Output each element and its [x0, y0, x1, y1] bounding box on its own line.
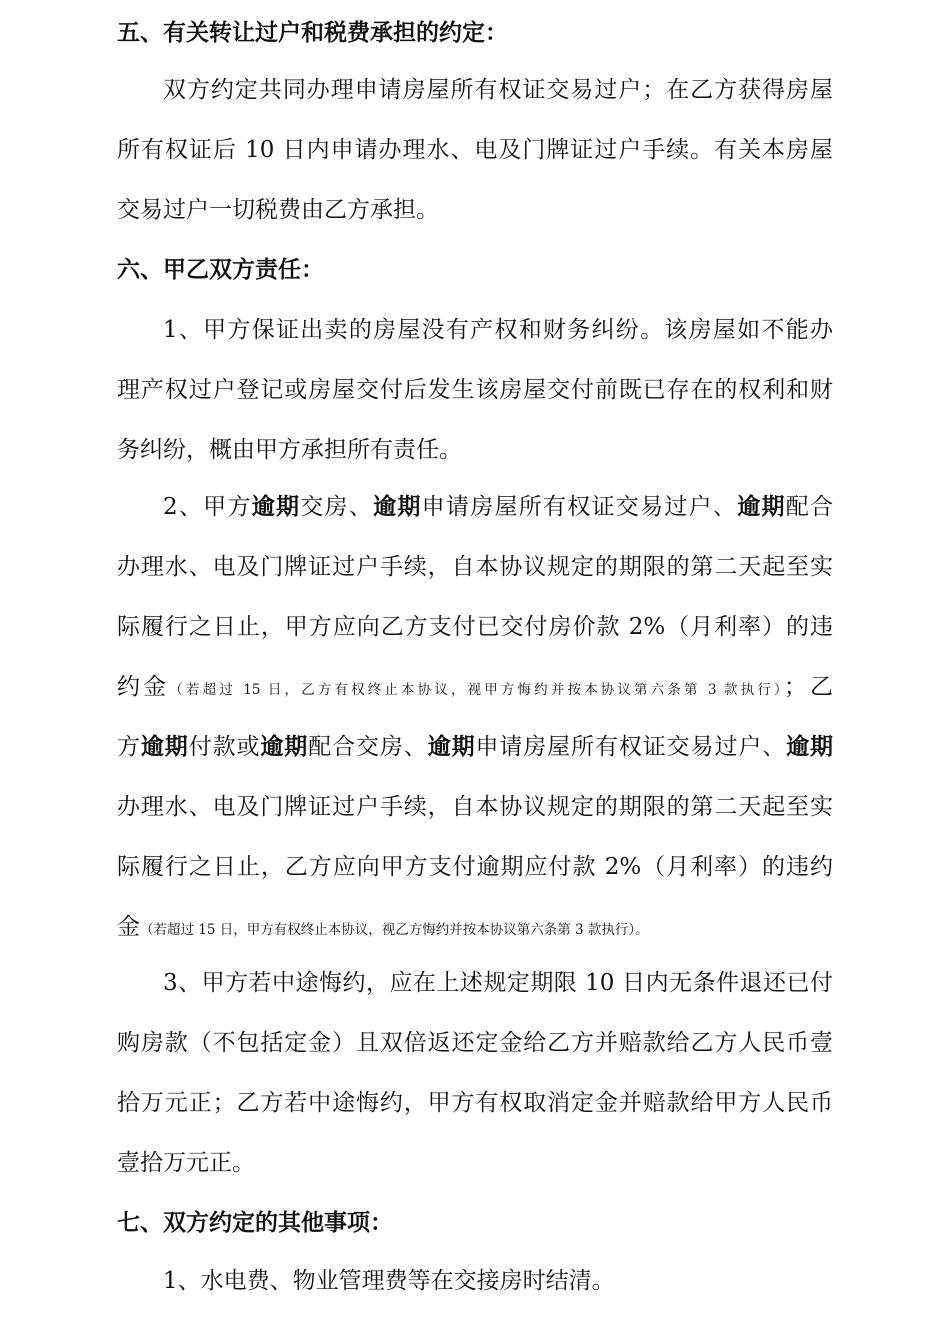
section-5-line-2: 所有权证后 10 日内申请办理水、电及门牌证过户手续。有关本房屋: [117, 137, 833, 163]
section-6-item-1-line-3: 务纠纷，概由甲方承担所有责任。: [117, 437, 462, 463]
emphasis-overdue: 逾期: [737, 494, 786, 520]
text-run: 金: [117, 914, 140, 940]
section-6-item-2-line-2: 办理水、电及门牌证过户手续，自本协议规定的期限的第二天起至实: [117, 554, 833, 580]
section-6-item-3-line-3: 拾万元正；乙方若中途悔约，甲方有权取消定金并赔款给甲方人民币: [117, 1090, 833, 1116]
section-6-heading: 六、甲乙双方责任：: [117, 257, 324, 283]
text-run: 配合交房、: [308, 734, 428, 760]
text-run: ；乙: [783, 674, 833, 700]
text-run: 配合: [785, 494, 833, 520]
text-run: 申请房屋所有权证交易过户、: [421, 494, 738, 520]
section-6-item-3-line-1: 3、甲方若中途悔约，应在上述规定期限 10 日内无条件退还已付: [163, 970, 833, 996]
section-5-line-1: 双方约定共同办理申请房屋所有权证交易过户；在乙方获得房屋: [163, 77, 833, 103]
section-7-heading: 七、双方约定的其他事项：: [117, 1210, 393, 1236]
section-6-item-2-line-6: 办理水、电及门牌证过户手续，自本协议规定的期限的第二天起至实: [117, 794, 833, 820]
emphasis-overdue: 逾期: [786, 734, 833, 760]
text-run: 约金: [117, 674, 170, 700]
text-run: 方: [117, 734, 141, 760]
emphasis-overdue: 逾期: [373, 494, 422, 520]
section-6-item-3-line-2: 购房款（不包括定金）且双倍返还定金给乙方并赔款给乙方人民币壹: [117, 1030, 833, 1056]
text-run: 2、甲方: [163, 494, 252, 520]
text-run: 付款或: [188, 734, 261, 760]
section-6-item-2-line-4: [117, 672, 833, 705]
section-5-heading: 五、有关转让过户和税费承担的约定：: [117, 20, 508, 46]
section-5-line-3: 交易过户一切税费由乙方承担。: [117, 197, 439, 223]
parenthetical-note: （若超过 15 日，甲方有权终止本协议，视乙方悔约并按本协议第六条第 3 款执行）。: [140, 922, 649, 938]
text-run: 交房、: [300, 494, 374, 520]
emphasis-overdue: 逾期: [251, 494, 301, 520]
emphasis-overdue: 逾期: [427, 734, 476, 760]
section-6-item-2-line-8: [117, 912, 833, 945]
section-6-item-1-line-1: 1、甲方保证出卖的房屋没有产权和财务纠纷。该房屋如不能办: [163, 317, 833, 343]
emphasis-overdue: 逾期: [140, 734, 189, 760]
text-run: 申请房屋所有权证交易过户、: [475, 734, 787, 760]
section-6-item-2-line-7: 际履行之日止，乙方应向甲方支付逾期应付款 2%（月利率）的违约: [117, 854, 833, 880]
emphasis-overdue: 逾期: [260, 734, 309, 760]
section-6-item-3-line-4: 壹拾万元正。: [117, 1150, 255, 1176]
section-6-item-2-line-3: 际履行之日止，甲方应向乙方支付已交付房价款 2%（月利率）的违: [117, 614, 833, 640]
parenthetical-note: （若超过 15 日，乙方有权终止本协议，视甲方悔约并按本协议第六条第 3 款执行）: [169, 682, 784, 698]
section-7-item-1: 1、水电费、物业管理费等在交接房时结清。: [163, 1268, 615, 1294]
section-6-item-2-line-5: [117, 732, 833, 762]
section-6-item-2-line-1: [163, 492, 833, 522]
section-6-item-1-line-2: 理产权过户登记或房屋交付后发生该房屋交付前既已存在的权利和财: [117, 377, 833, 403]
